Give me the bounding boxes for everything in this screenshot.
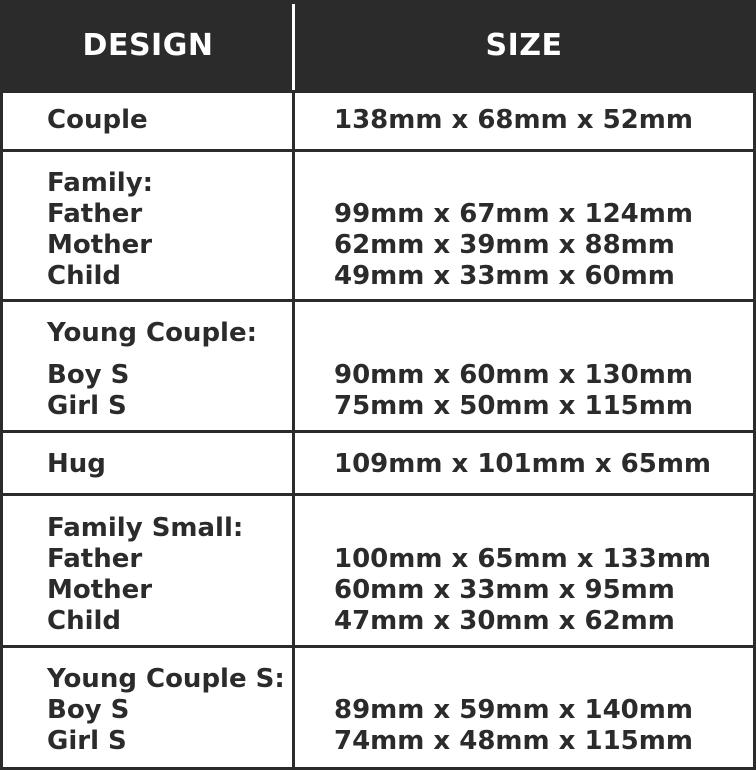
design-name: Boy S [47,695,130,725]
table-row-family [3,149,753,299]
design-name: Couple [47,105,148,135]
table-row-young-couple-s [3,645,753,767]
table-row-couple [3,90,753,149]
design-cell [47,664,285,757]
size-cell [334,544,711,637]
design-cell [47,318,257,422]
size-value: 89mm x 59mm x 140mm [334,695,693,725]
size-cell [334,360,693,422]
design-name: Girl S [47,391,127,421]
design-cell [47,513,243,637]
size-cell [334,199,693,292]
table-header [3,0,753,90]
size-value: 109mm x 101mm x 65mm [334,449,712,479]
size-value: 49mm x 33mm x 60mm [334,261,675,291]
design-name: Child [47,606,122,636]
size-value: 100mm x 65mm x 133mm [334,544,712,574]
column-divider [292,302,295,430]
design-name: Boy S [47,360,130,390]
table-row-hug [3,430,753,493]
column-divider [292,496,295,645]
design-group-title: Young Couple: [47,318,257,348]
design-column-header: DESIGN [82,27,214,63]
column-divider [292,648,295,767]
size-cell [334,695,693,757]
design-group-title: Young Couple S: [47,664,285,694]
design-cell [47,449,106,480]
column-divider [292,93,295,149]
design-name: Father [47,199,143,229]
design-name: Father [47,544,143,574]
size-value: 60mm x 33mm x 95mm [334,575,675,605]
table-row-family-small [3,493,753,645]
design-name: Hug [47,449,106,479]
design-group-title: Family Small: [47,513,244,543]
design-name: Child [47,261,122,291]
column-divider [292,152,295,299]
design-name: Girl S [47,726,127,756]
design-group-title: Family: [47,168,154,198]
size-column-header: SIZE [485,27,563,63]
design-name: Mother [47,575,153,605]
size-value: 138mm x 68mm x 52mm [334,105,693,135]
design-name: Mother [47,230,153,260]
size-value: 62mm x 39mm x 88mm [334,230,675,260]
size-value: 75mm x 50mm x 115mm [334,391,693,421]
size-value: 74mm x 48mm x 115mm [334,726,693,756]
table-row-young-couple [3,299,753,430]
size-value: 99mm x 67mm x 124mm [334,199,693,229]
design-cell [47,105,148,136]
design-cell [47,168,153,292]
column-divider [292,433,295,493]
size-cell [334,105,693,136]
size-cell [334,449,711,480]
size-value: 47mm x 30mm x 62mm [334,606,675,636]
size-value: 90mm x 60mm x 130mm [334,360,693,390]
